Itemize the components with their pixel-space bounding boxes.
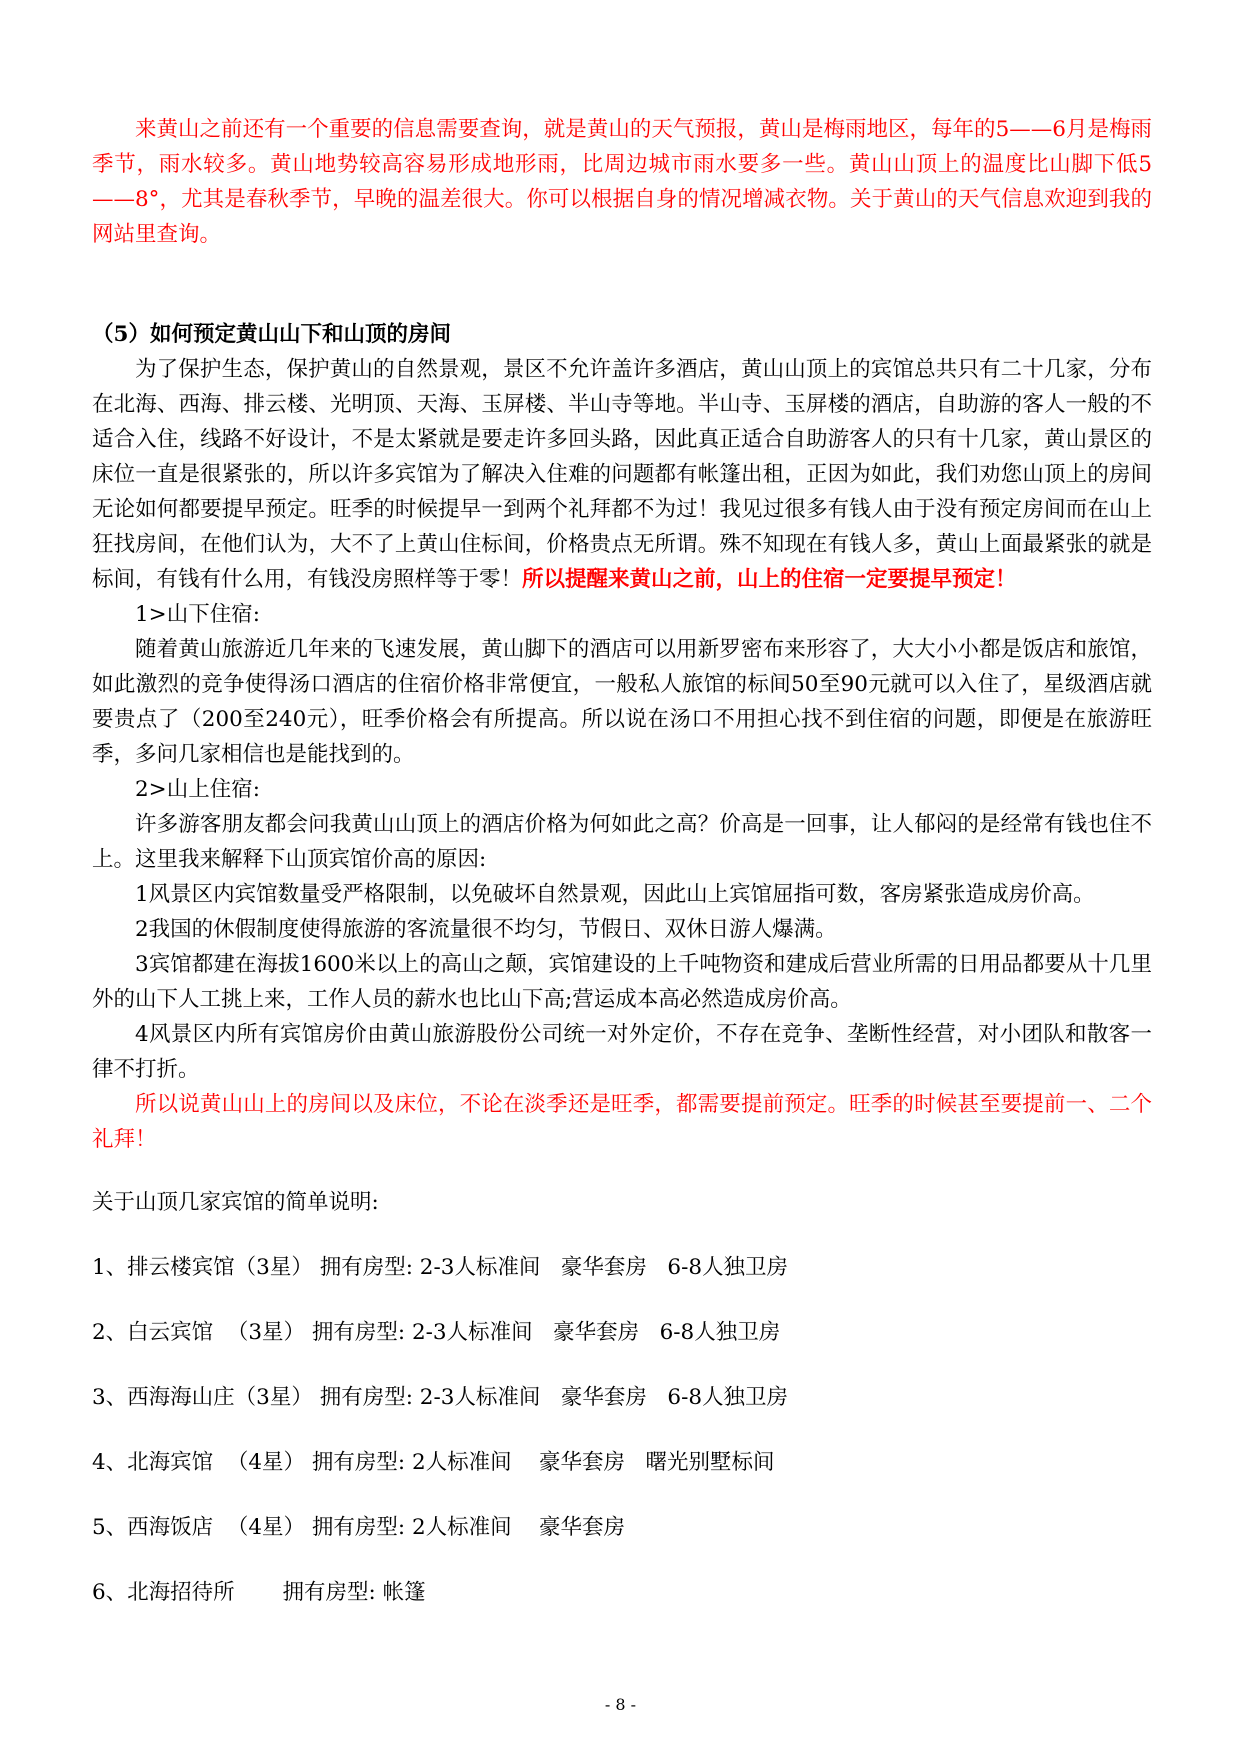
reason-item: 1风景区内宾馆数量受严格限制，以免破坏自然景观，因此山上宾馆屈指可数，客房紧张造成房价高。 — [135, 882, 1095, 907]
reason-item: 4风景区内所有宾馆房价由黄山旅游股份公司统一对外定价，不存在竞争、垄断性经营，对小团队和散客一律不打折。 — [92, 1022, 1152, 1082]
hotel-item: 2、白云宾馆 （3星） 拥有房型: 2-3人标准间 豪华套房 6-8人独卫房 — [92, 1320, 781, 1345]
main-paragraph-text: 为了保护生态，保护黄山的自然景观，景区不允许盖许多酒店，黄山山顶上的宾馆总共只有二十几家，分布在北海、西海、排云楼、光明顶、天海、玉屏楼、半山寺等地。半山寺、玉屏楼的酒店，自助游的客人一般的不适合入住，线路不好设计，不是太紧就是要走许多回头路，因此真正适合自助游客人的只有十几家，黄山景区的床位一直是很紧张的，所以许多宾馆为了解决入住难的问题都有帐篷出租，正因为如此，我们劝您山顶上的房间无论如何都要提早预定。旺季的时候提早一到两个礼拜都不为过！我见过很多有钱人由于没有预定房间而在山上狂找房间，在他们认为，大不了上黄山住标间，价格贵点无所谓。殊不知现在有钱人多，黄山上面最紧张的就是标间，有钱有什么用，有钱没房照样等于零！ — [92, 357, 1152, 592]
reason-item: 3宾馆都建在海拔1600米以上的高山之颠，宾馆建设的上千吨物资和建成后营业所需的日用品都要从十几里外的山下人工挑上来，工作人员的薪水也比山下高;营运成本高必然造成房价高。 — [92, 952, 1152, 1012]
main-paragraph — [92, 352, 1152, 597]
uphill-paragraph: 许多游客朋友都会问我黄山山顶上的酒店价格为何如此之高？价高是一回事，让人郁闷的是经常有钱也住不上。这里我来解释下山顶宾馆价高的原因: — [92, 812, 1152, 872]
sub-heading-downhill: 1>山下住宿: — [135, 602, 260, 627]
hotels-intro: 关于山顶几家宾馆的简单说明: — [92, 1190, 379, 1215]
hotel-item: 5、西海饭店 （4星） 拥有房型: 2人标准间 豪华套房 — [92, 1515, 625, 1540]
hotel-item: 3、西海海山庄（3星） 拥有房型: 2-3人标准间 豪华套房 6-8人独卫房 — [92, 1385, 789, 1410]
page-content — [92, 112, 1152, 1610]
weather-paragraph: 来黄山之前还有一个重要的信息需要查询，就是黄山的天气预报，黄山是梅雨地区，每年的5——6月是梅雨季节，雨水较多。黄山地势较高容易形成地形雨，比周边城市雨水要多一些。黄山山顶上的温度比山脚下低5——8°，尤其是春秋季节，早晚的温差很大。你可以根据自身的情况增减衣物。关于黄山的天气信息欢迎到我的网站里查询。 — [92, 117, 1152, 247]
hotel-item: 1、排云楼宾馆（3星） 拥有房型: 2-3人标准间 豪华套房 6-8人独卫房 — [92, 1255, 789, 1280]
hotel-item: 4、北海宾馆 （4星） 拥有房型: 2人标准间 豪华套房 曙光别墅标间 — [92, 1450, 775, 1475]
downhill-paragraph: 随着黄山旅游近几年来的飞速发展，黄山脚下的酒店可以用新罗密布来形容了，大大小小都是饭店和旅馆，如此激烈的竞争使得汤口酒店的住宿价格非常便宜，一般私人旅馆的标间50至90元就可以入住了，星级酒店就要贵点了（200至240元），旺季价格会有所提高。所以说在汤口不用担心找不到住宿的问题，即便是在旅游旺季，多问几家相信也是能找到的。 — [92, 637, 1152, 767]
page-number: - 8 - — [604, 1695, 637, 1714]
hotel-item: 6、北海招待所 拥有房型: 帐篷 — [92, 1580, 426, 1605]
section-heading: （5）如何预定黄山山下和山顶的房间 — [92, 322, 451, 347]
reason-item: 2我国的休假制度使得旅游的客流量很不均匀，节假日、双休日游人爆满。 — [135, 917, 837, 942]
hotel-list — [92, 1250, 1152, 1610]
sub-heading-uphill: 2>山上住宿: — [135, 777, 260, 802]
conclusion-paragraph: 所以说黄山山上的房间以及床位，不论在淡季还是旺季，都需要提前预定。旺季的时候甚至要提前一、二个礼拜！ — [92, 1092, 1152, 1152]
main-paragraph-emphasis: 所以提醒来黄山之前，山上的住宿一定要提早预定！ — [522, 567, 1017, 592]
